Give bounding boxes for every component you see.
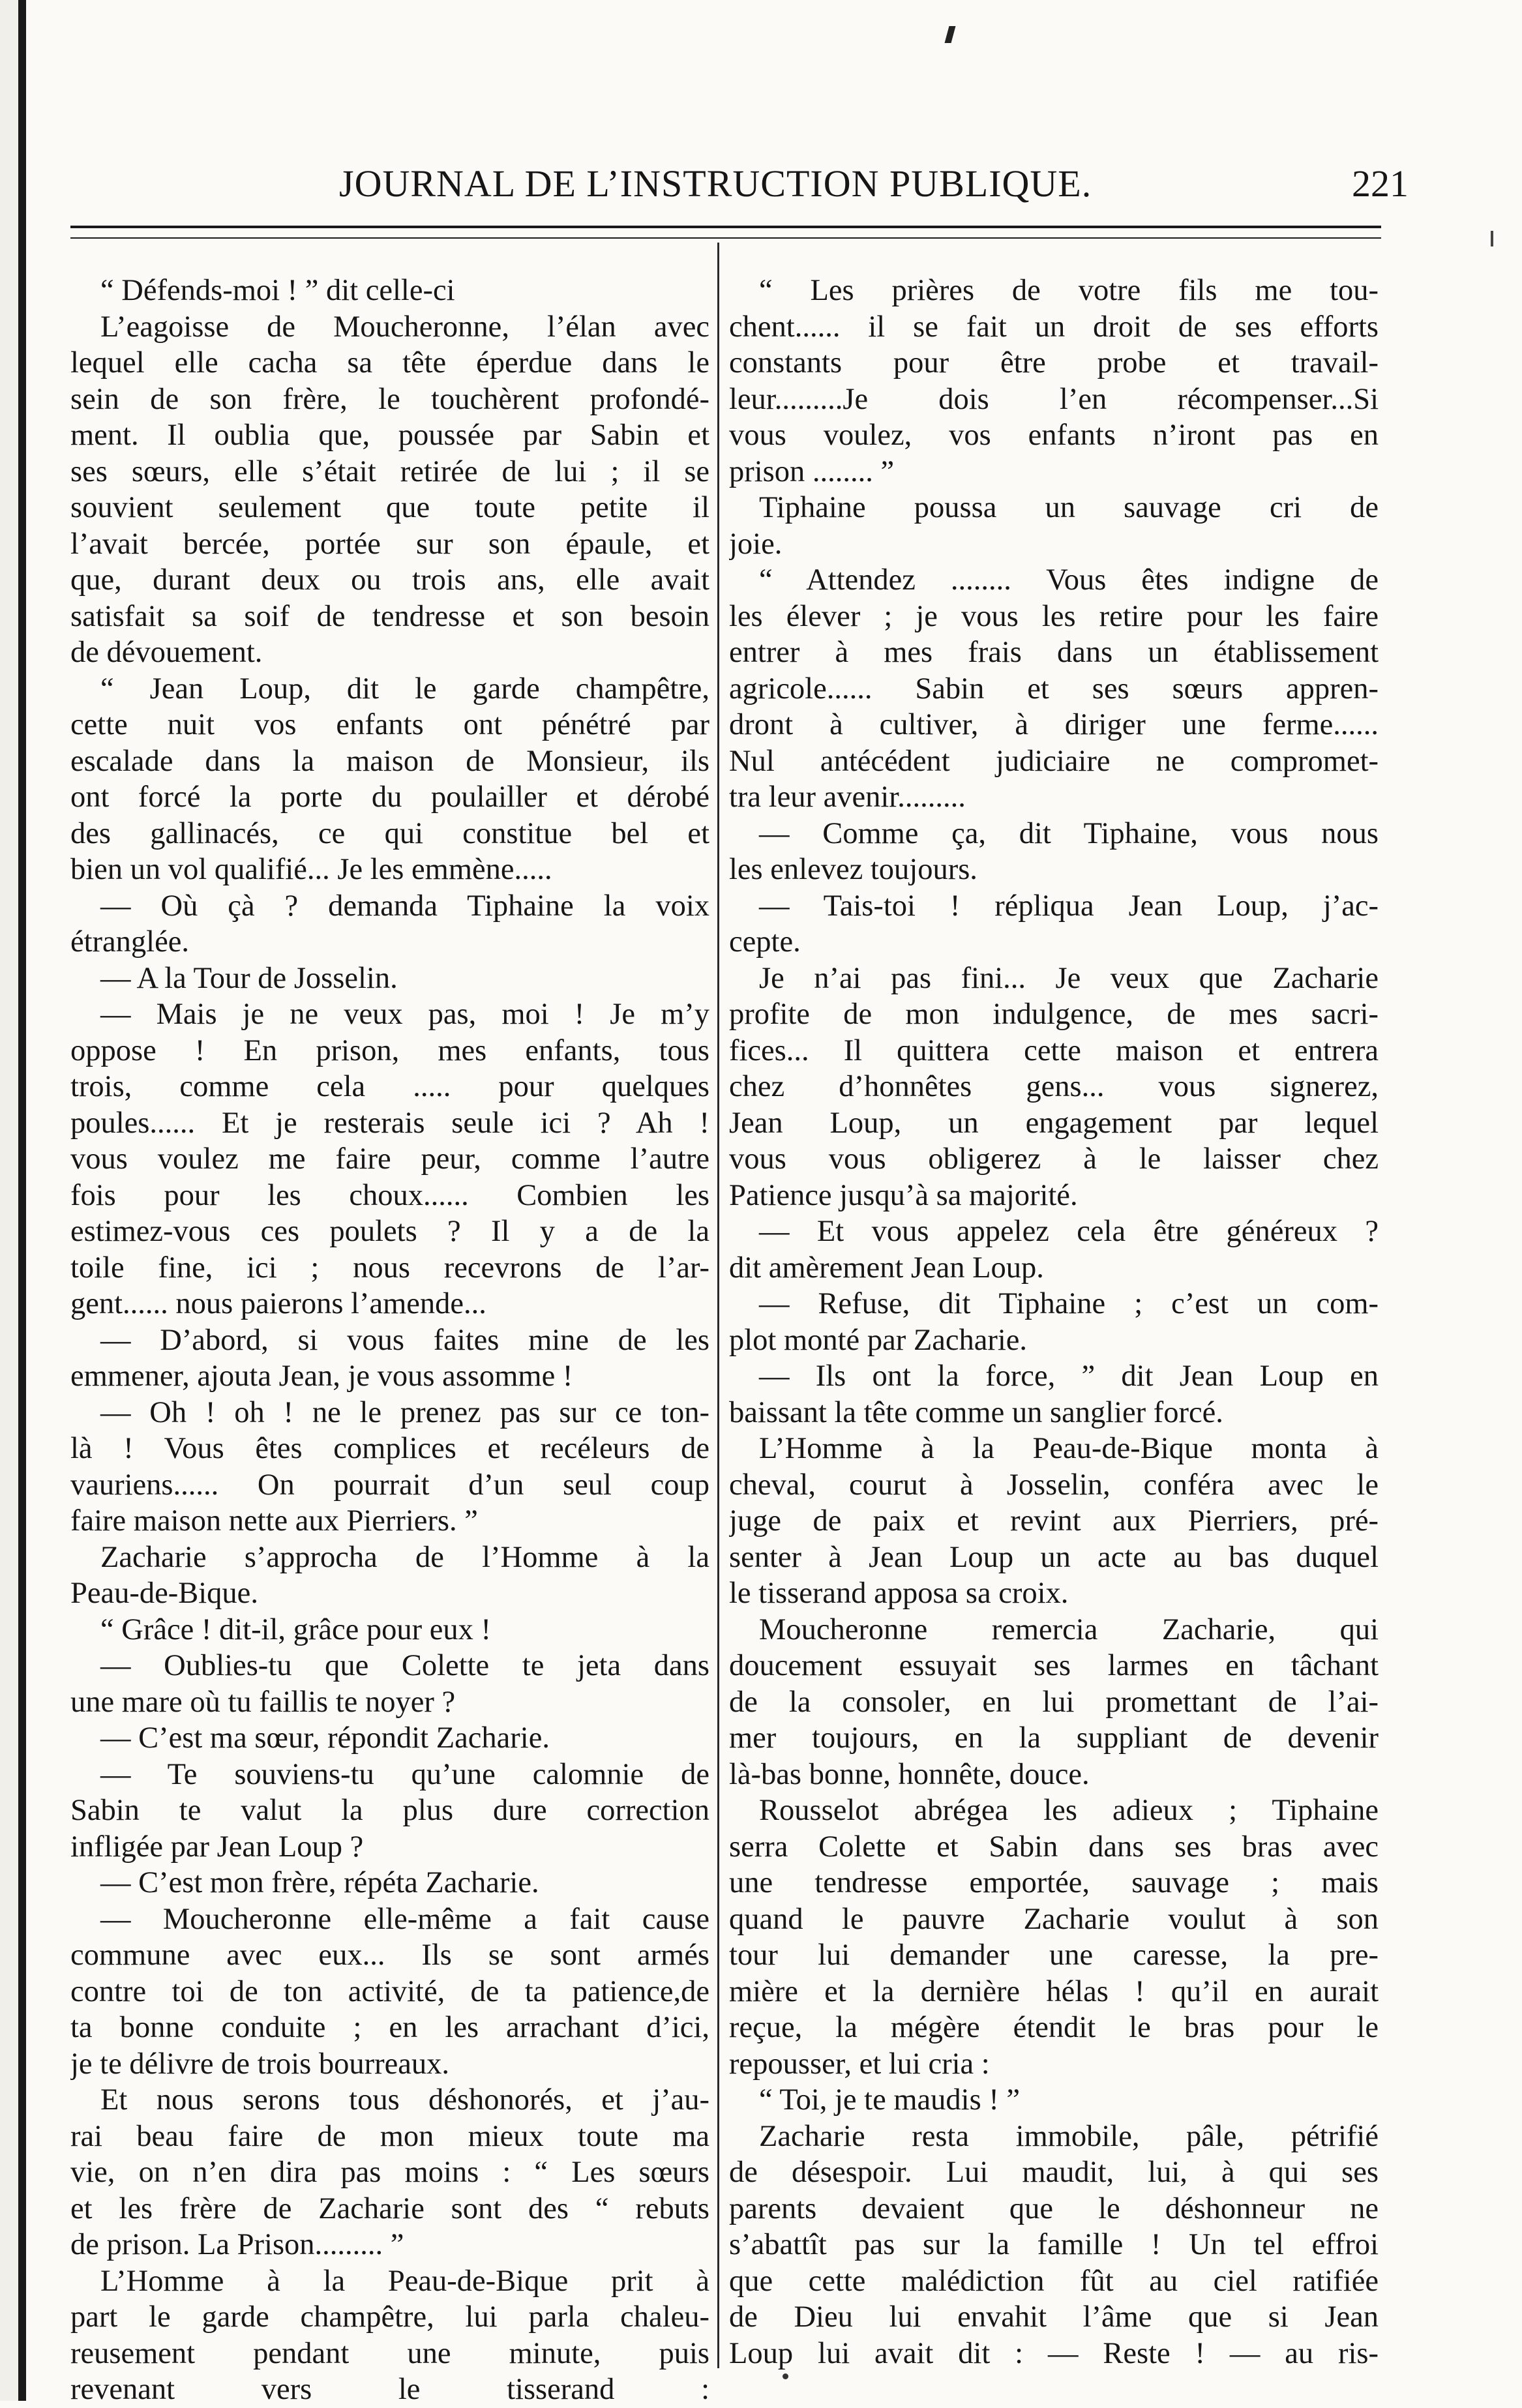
text-line: de prison. La Prison......... ” <box>70 2228 404 2261</box>
text-line: vauriens...... On pourrait d’un seul coup <box>70 1468 709 1502</box>
left-text-column <box>70 273 709 2408</box>
text-line: dit amèrement Jean Loup. <box>729 1251 1044 1285</box>
text-line: l’avait bercée, portée sur son épaule, et <box>70 527 709 561</box>
header-rule <box>70 226 1381 228</box>
text-line: L’Homme à la Peau-de-Bique monta à <box>759 1432 1379 1465</box>
text-line: je te délivre de trois bourreaux. <box>70 2047 450 2081</box>
text-line: leur.........Je dois l’en récompenser...Si <box>729 382 1379 416</box>
text-line: Rousselot abrégea les adieux ; Tiphaine <box>759 1794 1379 1827</box>
text-line: vie, on n’en dira pas moins : “ Les sœurs <box>70 2156 709 2189</box>
text-line: “ Jean Loup, dit le garde champêtre, <box>100 672 709 706</box>
text-line: — Moucheronne elle-même a fait cause <box>100 1902 709 1936</box>
text-line: profite de mon indulgence, de mes sacri- <box>729 998 1379 1031</box>
text-line: part le garde champêtre, lui parla chaleu- <box>70 2300 709 2334</box>
text-line: Moucheronne remercia Zacharie, qui <box>759 1613 1379 1646</box>
text-line: Je n’ai pas fini... Je veux que Zacharie <box>759 961 1379 995</box>
text-line: agricole...... Sabin et ses sœurs appren- <box>729 672 1379 706</box>
text-line: Tiphaine poussa un sauvage cri de <box>759 491 1379 524</box>
column-divider <box>717 243 719 2368</box>
text-line: prison ........ ” <box>729 454 895 488</box>
right-text-column <box>729 273 1379 2371</box>
text-line: senter à Jean Loup un acte au bas duquel <box>729 1540 1379 1574</box>
text-line: Nul antécédent judiciaire ne compromet- <box>729 744 1379 778</box>
text-line: rai beau faire de mon mieux toute ma <box>70 2119 709 2153</box>
text-line: que cette malédiction fût au ciel ratifiée <box>729 2264 1379 2298</box>
text-line: L’Homme à la Peau-de-Bique prit à <box>100 2264 709 2298</box>
text-line: vous vous obligerez à le laisser chez <box>729 1142 1379 1176</box>
text-line: satisfait sa soif de tendresse et son besoin <box>70 599 709 633</box>
text-line: escalade dans la maison de Monsieur, ils <box>70 744 709 778</box>
text-line: “ Les prières de votre fils me tou- <box>759 274 1379 307</box>
text-line: poules...... Et je resterais seule ici ? Ah ! <box>70 1106 709 1140</box>
text-line: faire maison nette aux Pierriers. ” <box>70 1504 478 1538</box>
text-line: gent...... nous paierons l’amende... <box>70 1287 486 1320</box>
text-line: mer toujours, en la suppliant de devenir <box>729 1721 1379 1755</box>
text-line: — Oublies-tu que Colette te jeta dans <box>100 1649 709 1682</box>
text-line: — Oh ! oh ! ne le prenez pas sur ce ton- <box>100 1395 709 1429</box>
text-line: que, durant deux ou trois ans, elle avait <box>70 563 709 597</box>
text-line: juge de paix et revint aux Pierriers, pré- <box>729 1504 1379 1538</box>
text-line: — C’est ma sœur, répondit Zacharie. <box>100 1721 550 1755</box>
text-line: Loup lui avait dit : — Reste ! — au ris- <box>729 2336 1379 2370</box>
text-line: Zacharie resta immobile, pâle, pétrifié <box>759 2119 1379 2153</box>
text-line: sein de son frère, le touchèrent profondé- <box>70 382 709 416</box>
text-line: vous voulez, vos enfants n’iront pas en <box>729 419 1379 452</box>
text-line: reçue, la mégère étendit le bras pour le <box>729 2011 1379 2044</box>
text-line: les enlevez toujours. <box>729 853 977 886</box>
text-line: des gallinacés, ce qui constitue bel et <box>70 816 709 850</box>
text-line: entrer à mes frais dans un établissement <box>729 636 1379 669</box>
text-line: Sabin te valut la plus dure correction <box>70 1794 709 1827</box>
text-line: de dévouement. <box>70 636 263 669</box>
ink-mark <box>1491 231 1493 246</box>
text-line: — Comme ça, dit Tiphaine, vous nous <box>759 816 1379 850</box>
text-line: emmener, ajouta Jean, je vous assomme ! <box>70 1360 573 1393</box>
text-line: quand le pauvre Zacharie voulut à son <box>729 1902 1379 1936</box>
text-line: souvient seulement que toute petite il <box>70 491 709 524</box>
text-line: — A la Tour de Josselin. <box>100 961 398 995</box>
text-line: — C’est mon frère, répéta Zacharie. <box>100 1866 539 1899</box>
text-line: repousser, et lui cria : <box>729 2047 990 2081</box>
text-line: cette nuit vos enfants ont pénétré par <box>70 708 709 741</box>
page-margin-shadow <box>0 0 18 2401</box>
text-line: les élever ; je vous les retire pour les faire <box>729 599 1379 633</box>
text-line: cepte. <box>729 925 801 959</box>
text-line: Zacharie s’approcha de l’Homme à la <box>100 1540 709 1574</box>
text-line: joie. <box>729 527 783 561</box>
text-line: contre toi de ton activité, de ta patience,de <box>70 1974 709 2008</box>
text-line: infligée par Jean Loup ? <box>70 1830 364 1864</box>
text-line: — D’abord, si vous faites mine de les <box>100 1323 709 1357</box>
text-line: là-bas bonne, honnête, douce. <box>729 1757 1090 1791</box>
header-rule <box>70 237 1381 239</box>
text-line: ment. Il oublia que, poussée par Sabin et <box>70 419 709 452</box>
text-line: “ Grâce ! dit-il, grâce pour eux ! <box>100 1613 492 1646</box>
text-line: — Et vous appelez cela être généreux ? <box>759 1215 1379 1248</box>
text-line: dront à cultiver, à diriger une ferme...... <box>729 708 1379 741</box>
text-line: bien un vol qualifié... Je les emmène..... <box>70 853 552 886</box>
text-line: ses sœurs, elle s’était retirée de lui ; il se <box>70 454 709 488</box>
text-line: “ Attendez ........ Vous êtes indigne de <box>759 563 1379 597</box>
text-line: serra Colette et Sabin dans ses bras avec <box>729 1830 1379 1864</box>
text-line: fois pour les choux...... Combien les <box>70 1178 709 1212</box>
text-line: doucement essuyait ses larmes en tâchant <box>729 1649 1379 1682</box>
text-line: — Te souviens-tu qu’une calomnie de <box>100 1757 709 1791</box>
text-line: le tisserand apposa sa croix. <box>729 1577 1069 1610</box>
text-line: tour lui demander une caresse, la pre- <box>729 1939 1379 1972</box>
text-line: de Dieu lui envahit l’âme que si Jean <box>729 2300 1379 2334</box>
ink-mark <box>945 26 956 43</box>
text-line: Jean Loup, un engagement par lequel <box>729 1106 1379 1140</box>
text-line: chez d’honnêtes gens... vous signerez, <box>729 1070 1379 1103</box>
text-line: s’abattît pas sur la famille ! Un tel effroi <box>729 2228 1379 2261</box>
page-number: 221 <box>1352 162 1409 205</box>
text-line: mière et la dernière hélas ! qu’il en aurait <box>729 1974 1379 2008</box>
text-line: trois, comme cela ..... pour quelques <box>70 1070 709 1103</box>
text-line: Et nous serons tous déshonorés, et j’au- <box>100 2083 709 2117</box>
text-line: oppose ! En prison, mes enfants, tous <box>70 1033 709 1067</box>
text-line: — Mais je ne veux pas, moi ! Je m’y <box>100 998 709 1031</box>
text-line: “ Toi, je te maudis ! ” <box>759 2083 1021 2117</box>
text-line: étranglée. <box>70 925 190 959</box>
text-line: — Refuse, dit Tiphaine ; c’est un com- <box>759 1287 1379 1320</box>
text-line: chent...... il se fait un droit de ses efforts <box>729 310 1379 344</box>
text-line: une mare où tu faillis te noyer ? <box>70 1685 456 1719</box>
text-line: Peau-de-Bique. <box>70 1577 258 1610</box>
text-line: vous voulez me faire peur, comme l’autre <box>70 1142 709 1176</box>
text-line: Patience jusqu’à sa majorité. <box>729 1178 1078 1212</box>
text-line: L’eagoisse de Moucheronne, l’élan avec <box>100 310 709 344</box>
text-line: de désespoir. Lui maudit, lui, à qui ses <box>729 2156 1379 2189</box>
running-header-title: JOURNAL DE L’INSTRUCTION PUBLIQUE. <box>339 162 1092 205</box>
text-line: — Tais-toi ! répliqua Jean Loup, j’ac- <box>759 889 1379 923</box>
text-line: reusement pendant une minute, puis <box>70 2336 709 2370</box>
binding-edge <box>18 0 26 2401</box>
text-line: ta bonne conduite ; en les arrachant d’ici, <box>70 2011 709 2044</box>
text-line: une tendresse emportée, sauvage ; mais <box>729 1866 1379 1899</box>
text-line: ont forcé la porte du poulailler et dérobé <box>70 780 709 814</box>
text-line: parents devaient que le déshonneur ne <box>729 2192 1379 2225</box>
text-line: estimez-vous ces poulets ? Il y a de la <box>70 1215 709 1248</box>
text-line: et les frère de Zacharie sont des “ rebuts <box>70 2192 709 2225</box>
text-line: là ! Vous êtes complices et recéleurs de <box>70 1432 709 1465</box>
text-line: tra leur avenir......... <box>729 780 966 814</box>
text-line: commune avec eux... Ils se sont armés <box>70 1939 709 1972</box>
text-line: “ Défends-moi ! ” dit celle-ci <box>100 274 455 307</box>
text-line: — Où çà ? demanda Tiphaine la voix <box>100 889 709 923</box>
text-line: toile fine, ici ; nous recevrons de l’ar- <box>70 1251 709 1285</box>
text-line: revenant vers le tisserand : <box>70 2373 709 2406</box>
text-line: lequel elle cacha sa tête éperdue dans le <box>70 346 709 379</box>
text-line: baissant la tête comme un sanglier forcé. <box>729 1395 1223 1429</box>
text-line: de la consoler, en lui promettant de l’ai- <box>729 1685 1379 1719</box>
text-line: constants pour être probe et travail- <box>729 346 1379 379</box>
text-line: plot monté par Zacharie. <box>729 1323 1028 1357</box>
ink-mark <box>783 2373 788 2379</box>
text-line: cheval, courut à Josselin, conféra avec le <box>729 1468 1379 1502</box>
text-line: fices... Il quittera cette maison et entrera <box>729 1033 1379 1067</box>
text-line: — Ils ont la force, ” dit Jean Loup en <box>759 1360 1379 1393</box>
